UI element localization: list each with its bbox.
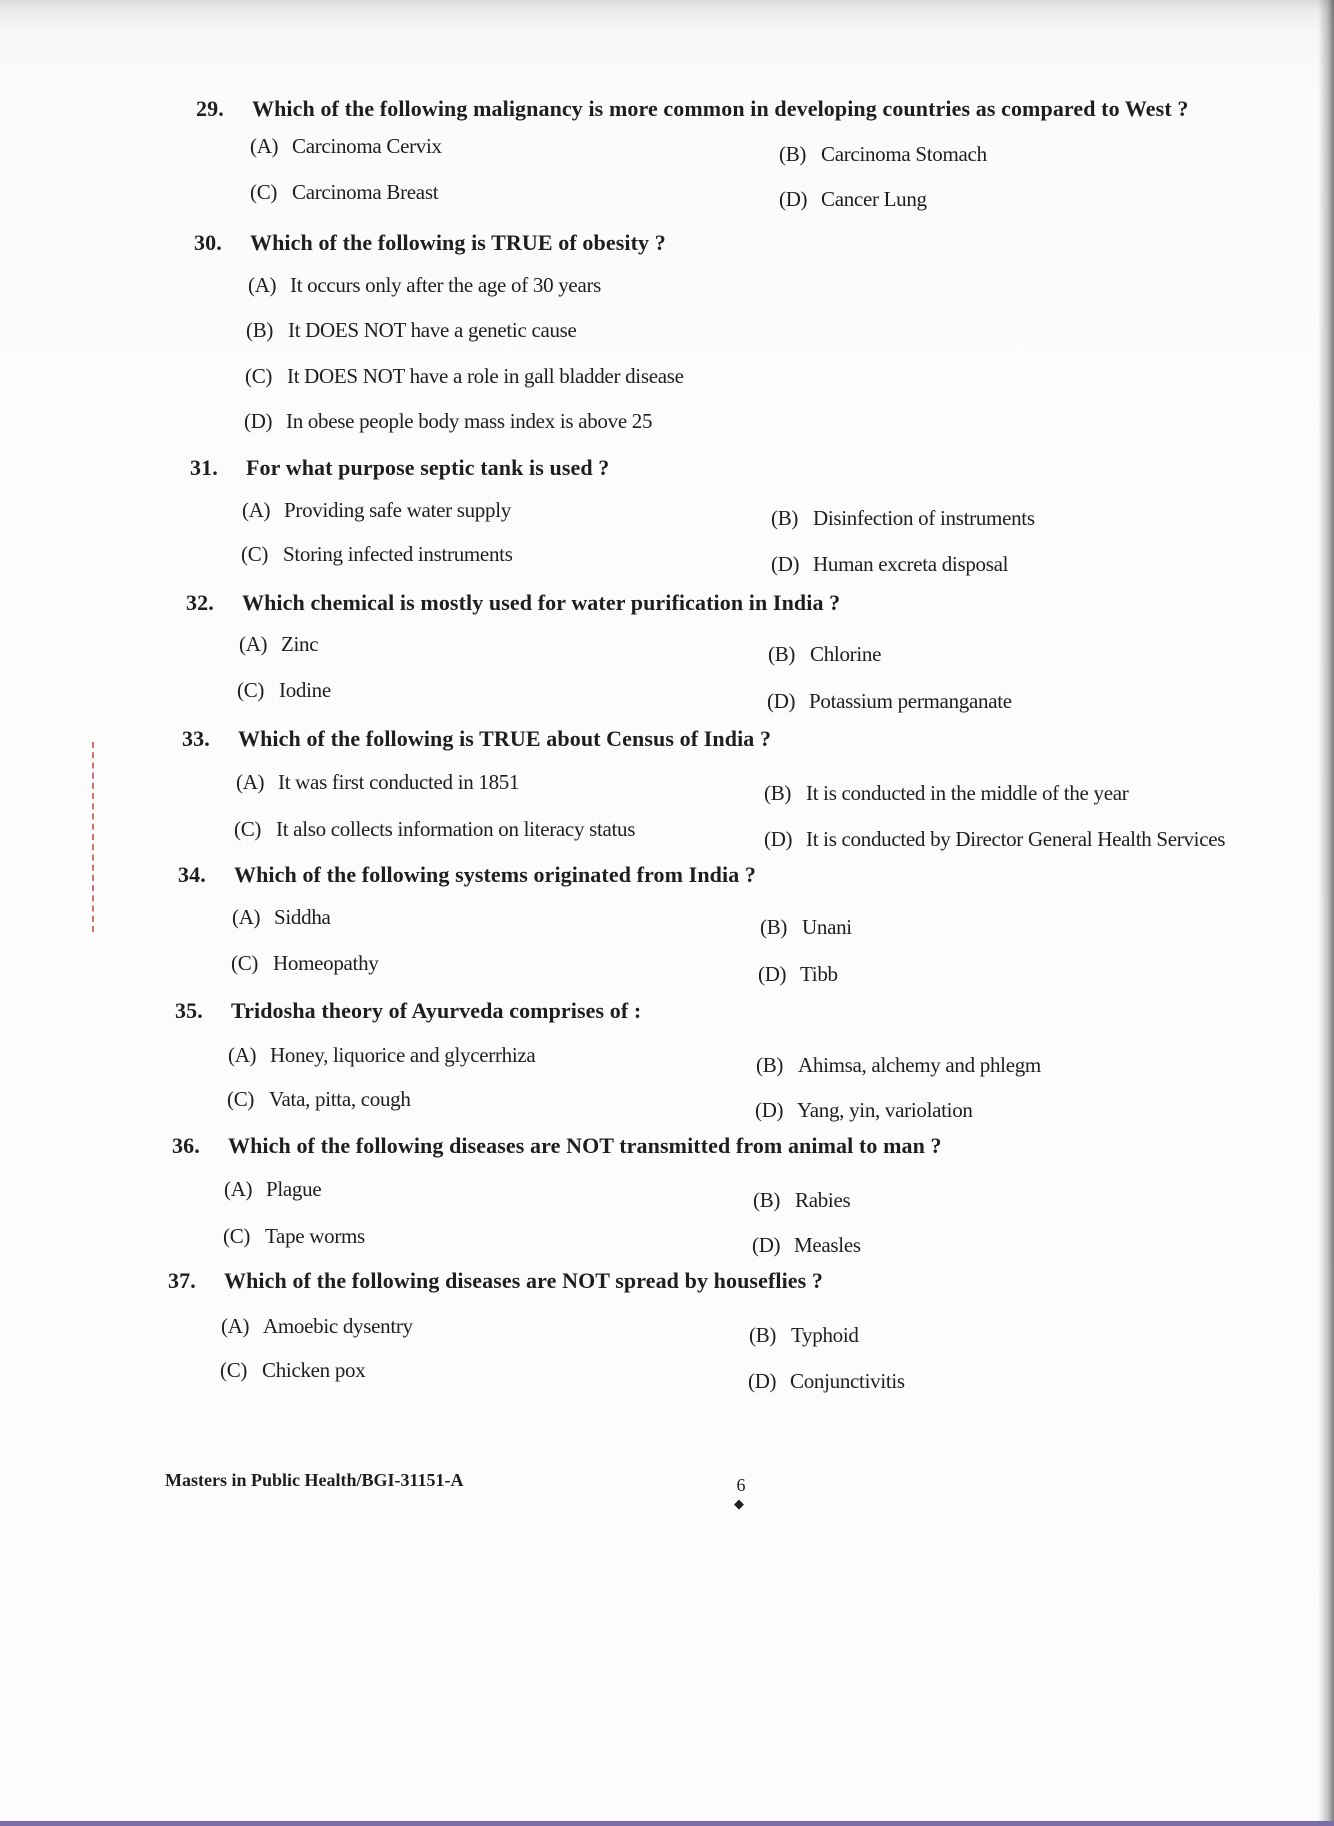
option-text: Rabies xyxy=(795,1188,851,1212)
option-label: (B) xyxy=(779,142,807,166)
option-label: (C) xyxy=(231,951,259,975)
option-a xyxy=(232,905,331,930)
option-a xyxy=(221,1314,413,1339)
option-text: Human excreta disposal xyxy=(813,552,1009,576)
question-text xyxy=(194,230,666,256)
option-text: Cancer Lung xyxy=(821,187,927,211)
option-d xyxy=(244,409,652,434)
option-text: Tibb xyxy=(800,962,838,986)
question-stem: Which of the following diseases are NOT spread by houseflies ? xyxy=(224,1268,824,1293)
margin-mark xyxy=(92,742,97,932)
question-text xyxy=(172,1133,942,1159)
option-d xyxy=(767,689,1012,714)
option-a xyxy=(242,498,511,523)
option-d xyxy=(764,827,1225,852)
option-d xyxy=(758,962,838,987)
page-number: 6 xyxy=(736,1475,746,1495)
option-label: (A) xyxy=(242,498,271,522)
question-number: 33. xyxy=(182,726,210,751)
option-label: (A) xyxy=(228,1043,257,1067)
option-label: (B) xyxy=(760,915,788,939)
option-a xyxy=(248,273,601,298)
option-a xyxy=(224,1177,321,1202)
option-b xyxy=(768,642,881,667)
question-number: 30. xyxy=(194,230,222,255)
question-stem: Which of the following diseases are NOT transmitted from animal to man ? xyxy=(228,1133,942,1158)
option-d xyxy=(779,187,927,212)
option-text: Conjunctivitis xyxy=(790,1369,905,1393)
option-c xyxy=(250,180,438,205)
option-b xyxy=(753,1188,850,1213)
option-text: Vata, pitta, cough xyxy=(269,1087,411,1111)
option-text: Zinc xyxy=(281,632,319,656)
option-label: (D) xyxy=(748,1369,777,1393)
option-text: It was first conducted in 1851 xyxy=(278,770,520,794)
question-text xyxy=(196,96,1188,122)
option-label: (D) xyxy=(244,409,273,433)
option-text: Iodine xyxy=(279,678,331,702)
option-text: Unani xyxy=(802,915,852,939)
question-number: 29. xyxy=(196,96,224,121)
option-c xyxy=(237,678,331,703)
option-text: Yang, yin, variolation xyxy=(797,1098,973,1122)
option-d xyxy=(771,552,1008,577)
option-label: (A) xyxy=(236,770,265,794)
question-number: 37. xyxy=(168,1268,196,1293)
option-text: Carcinoma Stomach xyxy=(821,142,987,166)
option-label: (B) xyxy=(771,506,799,530)
question-text xyxy=(175,998,641,1024)
option-c xyxy=(223,1224,365,1249)
question-stem: Which of the following malignancy is more common in developing countries as compared to West ? xyxy=(252,96,1189,121)
option-text: Disinfection of instruments xyxy=(813,506,1035,530)
option-a xyxy=(236,770,519,795)
option-text: Carcinoma Breast xyxy=(292,180,439,204)
option-label: (A) xyxy=(224,1177,253,1201)
option-b xyxy=(764,781,1128,806)
option-text: Chlorine xyxy=(810,642,882,666)
option-label: (A) xyxy=(239,632,268,656)
question-stem: Which chemical is mostly used for water purification in India ? xyxy=(242,590,841,615)
option-label: (D) xyxy=(771,552,800,576)
option-a xyxy=(250,134,442,159)
question-stem: Which of the following is TRUE about Census of India ? xyxy=(238,726,772,751)
option-label: (B) xyxy=(749,1323,777,1347)
option-label: (C) xyxy=(237,678,265,702)
option-label: (C) xyxy=(245,364,273,388)
option-text: It DOES NOT have a genetic cause xyxy=(288,318,577,342)
option-b xyxy=(760,915,852,940)
option-text: Chicken pox xyxy=(262,1358,366,1382)
option-label: (C) xyxy=(234,817,262,841)
option-text: Siddha xyxy=(274,905,331,929)
option-a xyxy=(239,632,318,657)
option-c xyxy=(227,1087,411,1112)
option-b xyxy=(756,1053,1041,1078)
question-text xyxy=(190,455,609,481)
option-text: It occurs only after the age of 30 years xyxy=(290,273,602,297)
question-text xyxy=(178,862,756,888)
question-number: 34. xyxy=(178,862,206,887)
diamond-icon: ◆ xyxy=(734,1496,744,1511)
option-text: Storing infected instruments xyxy=(283,542,513,566)
option-b xyxy=(749,1323,859,1348)
option-b xyxy=(779,142,987,167)
option-text: Typhoid xyxy=(791,1323,859,1347)
option-c xyxy=(220,1358,365,1383)
option-label: (A) xyxy=(250,134,279,158)
option-label: (C) xyxy=(227,1087,255,1111)
option-text: It DOES NOT have a role in gall bladder disease xyxy=(287,364,684,388)
option-text: It is conducted in the middle of the year xyxy=(806,781,1129,805)
option-text: It is conducted by Director General Health Services xyxy=(806,827,1226,851)
option-text: Carcinoma Cervix xyxy=(292,134,442,158)
question-stem: Tridosha theory of Ayurveda comprises of : xyxy=(231,998,642,1023)
question-number: 32. xyxy=(186,590,214,615)
option-label: (B) xyxy=(753,1188,781,1212)
option-label: (D) xyxy=(767,689,796,713)
option-label: (A) xyxy=(221,1314,250,1338)
option-b xyxy=(246,318,577,343)
option-text: Honey, liquorice and glycerrhiza xyxy=(270,1043,536,1067)
option-label: (D) xyxy=(758,962,787,986)
option-text: Providing safe water supply xyxy=(284,498,511,522)
option-label: (B) xyxy=(756,1053,784,1077)
question-number: 35. xyxy=(175,998,203,1023)
option-d xyxy=(755,1098,973,1123)
option-label: (D) xyxy=(779,187,808,211)
option-c xyxy=(241,542,513,567)
question-number: 36. xyxy=(172,1133,200,1158)
option-label: (C) xyxy=(223,1224,251,1248)
option-text: Ahimsa, alchemy and phlegm xyxy=(798,1053,1041,1077)
option-label: (C) xyxy=(220,1358,248,1382)
option-c xyxy=(231,951,378,976)
option-label: (C) xyxy=(250,180,278,204)
option-label: (A) xyxy=(232,905,261,929)
option-text: Tape worms xyxy=(265,1224,365,1248)
option-text: Measles xyxy=(794,1233,861,1257)
option-label: (C) xyxy=(241,542,269,566)
question-text xyxy=(182,726,771,752)
option-label: (D) xyxy=(764,827,793,851)
option-text: Plague xyxy=(266,1177,322,1201)
option-text: It also collects information on literacy status xyxy=(276,817,636,841)
option-text: In obese people body mass index is above 25 xyxy=(286,409,653,433)
option-label: (B) xyxy=(764,781,792,805)
question-text xyxy=(186,590,840,616)
option-label: (A) xyxy=(248,273,277,297)
option-text: Potassium permanganate xyxy=(809,689,1012,713)
question-number: 31. xyxy=(190,455,218,480)
option-d xyxy=(748,1369,905,1394)
option-text: Amoebic dysentry xyxy=(263,1314,413,1338)
option-a xyxy=(228,1043,535,1068)
option-text: Homeopathy xyxy=(273,951,379,975)
option-b xyxy=(771,506,1035,531)
bottom-edge xyxy=(0,1821,1334,1826)
question-stem: For what purpose septic tank is used ? xyxy=(246,455,610,480)
question-text xyxy=(168,1268,823,1294)
option-label: (D) xyxy=(755,1098,784,1122)
option-c xyxy=(245,364,684,389)
option-d xyxy=(752,1233,861,1258)
option-label: (D) xyxy=(752,1233,781,1257)
question-stem: Which of the following systems originated from India ? xyxy=(234,862,757,887)
option-label: (B) xyxy=(768,642,796,666)
paper-code: Masters in Public Health/BGI-31151-A xyxy=(165,1470,464,1490)
option-c xyxy=(234,817,635,842)
question-stem: Which of the following is TRUE of obesity ? xyxy=(250,230,666,255)
page-edge-shadow xyxy=(1318,0,1334,1826)
option-label: (B) xyxy=(246,318,274,342)
